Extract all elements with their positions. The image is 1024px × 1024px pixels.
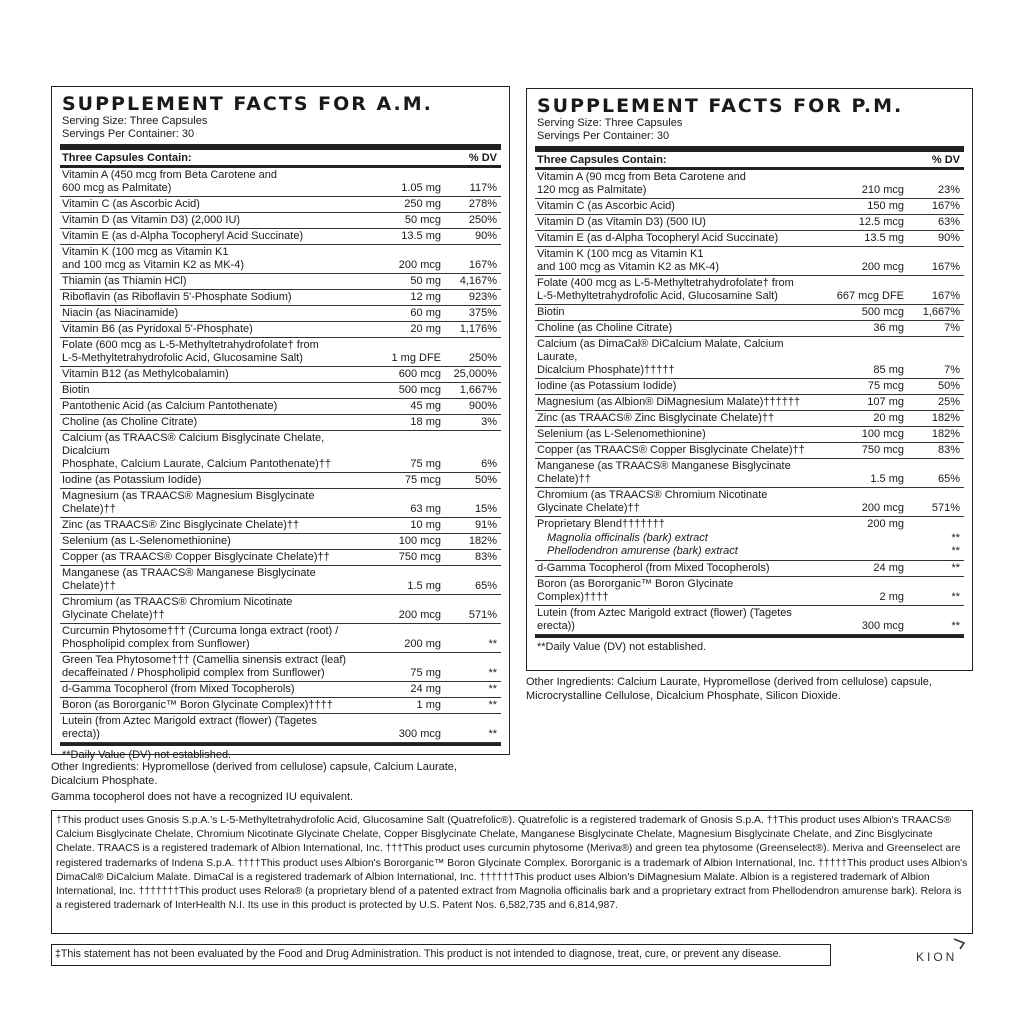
supplement-facts-pm [526,88,973,671]
am-nutrient-row [60,624,501,653]
nutrient-name: Vitamin E (as d-Alpha Tocopheryl Acid Succinate) [537,232,779,244]
pm-nutrient-row [535,170,964,199]
nutrient-name: Vitamin A (90 mcg from Beta Carotene and 120 mcg as Palmitate) [537,171,746,196]
am-dv-note: **Daily Value (DV) not established. [62,749,232,761]
nutrient-name: Copper (as TRAACS® Copper Bisglycinate Chelate)†† [62,551,330,563]
pm-nutrient-row [535,427,964,443]
nutrient-name: Lutein (from Aztec Marigold extract (flower) (Tagetes erecta)) [62,715,317,740]
nutrient-dv: 1,176% [459,323,497,335]
pm-blend-amount: 200 mg [867,518,904,530]
pm-nutrient-row [535,577,964,606]
nutrient-name: Choline (as Choline Citrate) [62,416,198,428]
nutrient-amount: 50 mg [410,275,441,287]
nutrient-amount: 13.5 mg [401,230,441,242]
pm-nutrient-row [535,199,964,215]
nutrient-name: Vitamin D (as Vitamin D3) (500 IU) [537,216,706,228]
nutrient-dv: 117% [469,182,497,194]
nutrient-name: Iodine (as Potassium Iodide) [62,474,202,486]
pm-nutrient-row [535,231,964,247]
nutrient-name: Vitamin B12 (as Methylcobalamin) [62,368,229,380]
nutrient-dv: ** [488,683,497,695]
nutrient-name: Vitamin A (450 mcg from Beta Carotene and 600 mcg as Palmitate) [62,169,278,194]
nutrient-dv: ** [488,667,497,679]
nutrient-name: Manganese (as TRAACS® Manganese Bisglycinate Chelate)†† [537,460,791,485]
nutrient-name: d-Gamma Tocopherol (from Mixed Tocopherols) [537,562,770,574]
am-nutrient-row [60,322,501,338]
nutrient-amount: 250 mg [404,198,441,210]
nutrient-name: Riboflavin (as Riboflavin 5'-Phosphate Sodium) [62,291,292,303]
nutrient-amount: 13.5 mg [864,232,904,244]
nutrient-name: Manganese (as TRAACS® Manganese Bisglycinate Chelate)†† [62,567,316,592]
nutrient-name: Vitamin E (as d-Alpha Tocopheryl Acid Succinate) [62,230,304,242]
nutrient-amount: 1 mg DFE [391,352,441,364]
am-nutrient-row [60,229,501,245]
pm-servings-per-container: Servings Per Container: 30 [537,130,670,142]
nutrient-name: Biotin [537,306,565,318]
nutrient-amount: 1 mg [416,699,441,711]
nutrient-dv: 83% [474,551,497,563]
am-nutrient-row [60,714,501,743]
am-nutrient-row [60,383,501,399]
nutrient-amount: 200 mcg [861,261,904,273]
nutrient-name: Pantothenic Acid (as Calcium Pantothenate) [62,400,278,412]
nutrient-dv: 15% [474,503,497,515]
nutrient-dv: ** [488,728,497,740]
nutrient-dv: 23% [937,184,960,196]
nutrient-amount: 750 mcg [861,444,904,456]
nutrient-name: Curcumin Phytosome††† (Curcuma longa extract (root) / Phospholipid complex from Sunflower) [62,625,339,650]
am-nutrient-row [60,566,501,595]
nutrient-dv: 900% [468,400,497,412]
nutrient-dv: 1,667% [922,306,960,318]
nutrient-name: Zinc (as TRAACS® Zinc Bisglycinate Chelate)†† [537,412,775,424]
brand-logo-icon [952,937,966,951]
am-nutrient-row [60,489,501,518]
pm-blend-item-dv: ** [951,532,960,544]
pm-nutrient-row [535,321,964,337]
nutrient-name: Vitamin C (as Ascorbic Acid) [62,198,200,210]
am-nutrient-row [60,338,501,367]
nutrient-amount: 107 mg [867,396,904,408]
pm-blend-item [535,532,964,545]
nutrient-amount: 750 mcg [398,551,441,563]
am-contain-label: Three Capsules Contain: [62,151,192,164]
nutrient-name: Iodine (as Potassium Iodide) [537,380,677,392]
nutrient-dv: 3% [481,416,497,428]
nutrient-dv: 7% [944,322,960,334]
nutrient-dv: 182% [931,412,960,424]
pm-blend-row [535,517,964,532]
nutrient-dv: ** [488,699,497,711]
nutrient-amount: 200 mg [404,638,441,650]
nutrient-amount: 63 mg [410,503,441,515]
nutrient-amount: 75 mcg [867,380,904,392]
am-nutrient-row [60,682,501,698]
nutrient-dv: ** [951,620,960,632]
pm-nutrient-row [535,411,964,427]
nutrient-dv: ** [951,591,960,603]
nutrient-amount: 300 mcg [398,728,441,740]
nutrient-amount: 500 mcg [398,384,441,396]
nutrient-name: Selenium (as L-Selenomethionine) [537,428,706,440]
nutrient-amount: 60 mg [410,307,441,319]
nutrient-dv: 90% [474,230,497,242]
pm-blend-item-dv: ** [951,545,960,557]
nutrient-name: Folate (600 mcg as L-5-Methyltetrahydrofolate† from L-5-Methyltetrahydrofolic Acid, Glucosamine Salt) [62,339,319,364]
nutrient-dv: 50% [474,474,497,486]
brand-name: KION [916,950,958,964]
nutrient-dv: 65% [937,473,960,485]
am-nutrient-row [60,518,501,534]
nutrient-amount: 500 mcg [861,306,904,318]
nutrient-name: Calcium (as DimaCal® DiCalcium Malate, Calcium Laurate, Dicalcium Phosphate)††††† [537,338,784,376]
nutrient-amount: 2 mg [879,591,904,603]
nutrient-dv: 1,667% [459,384,497,396]
pm-nutrient-row [535,379,964,395]
nutrient-dv: 91% [474,519,497,531]
nutrient-name: Selenium (as L-Selenomethionine) [62,535,231,547]
nutrient-amount: 200 mcg [398,259,441,271]
am-nutrient-list [60,168,501,743]
nutrient-amount: 100 mcg [861,428,904,440]
nutrient-dv: 25% [937,396,960,408]
nutrient-name: Chromium (as TRAACS® Chromium Nicotinate Glycinate Chelate)†† [537,489,768,514]
am-nutrient-row [60,415,501,431]
am-serving-size: Serving Size: Three Capsules [62,115,208,127]
nutrient-amount: 50 mcg [404,214,441,226]
pm-dv-note: **Daily Value (DV) not established. [537,641,707,653]
pm-contain-header [535,152,964,170]
nutrient-dv: 4,167% [459,275,497,287]
nutrient-dv: 7% [944,364,960,376]
pm-nutrient-row [535,395,964,411]
nutrient-dv: 571% [468,609,497,621]
pm-nutrient-list [535,170,964,517]
pm-nutrient-row [535,337,964,379]
nutrient-dv: 923% [468,291,497,303]
nutrient-amount: 75 mg [410,458,441,470]
nutrient-name: Vitamin B6 (as Pyridoxal 5'-Phosphate) [62,323,253,335]
nutrient-amount: 24 mg [410,683,441,695]
fda-disclaimer: ‡This statement has not been evaluated by the Food and Drug Administration. This product is not intended to diagnose, treat, cure, or prevent any disease. [51,944,831,966]
pm-dv-header: % DV [931,153,960,166]
am-nutrient-row [60,431,501,473]
pm-nutrient-row [535,488,964,517]
nutrient-amount: 210 mcg [861,184,904,196]
nutrient-name: Vitamin K (100 mcg as Vitamin K1 and 100 mcg as Vitamin K2 as MK-4) [537,248,719,273]
nutrient-amount: 85 mg [873,364,904,376]
nutrient-amount: 200 mcg [861,502,904,514]
am-nutrient-row [60,653,501,682]
nutrient-name: Boron (as Bororganic™ Boron Glycinate Complex)†††† [62,699,333,711]
pm-other-ingredients: Other Ingredients: Calcium Laurate, Hypromellose (derived from cellulose) capsule, Microcrystalline Cellulose, Dicalcium Phosphate, Silicon Dioxide. [526,676,932,702]
nutrient-name: Folate (400 mcg as L-5-Methyltetrahydrofolate† from L-5-Methyltetrahydrofolic Acid, Glucosamine Salt) [537,277,794,302]
nutrient-amount: 1.05 mg [401,182,441,194]
nutrient-amount: 667 mcg DFE [836,290,904,302]
nutrient-name: Choline (as Choline Citrate) [537,322,673,334]
nutrient-name: Boron (as Bororganic™ Boron Glycinate Complex)†††† [537,578,734,603]
pm-nutrient-list-after [535,561,964,635]
nutrient-name: Copper (as TRAACS® Copper Bisglycinate Chelate)†† [537,444,805,456]
nutrient-dv: 6% [481,458,497,470]
nutrient-name: Vitamin K (100 mcg as Vitamin K1 and 100 mcg as Vitamin K2 as MK-4) [62,246,244,271]
pm-nutrient-row [535,459,964,488]
am-nutrient-row [60,168,501,197]
pm-nutrient-row [535,561,964,577]
nutrient-name: Zinc (as TRAACS® Zinc Bisglycinate Chelate)†† [62,519,300,531]
am-nutrient-row [60,473,501,489]
nutrient-amount: 200 mcg [398,609,441,621]
nutrient-dv: 167% [931,261,960,273]
nutrient-name: Chromium (as TRAACS® Chromium Nicotinate Glycinate Chelate)†† [62,596,293,621]
am-other-ingredients: Other Ingredients: Hypromellose (derived from cellulose) capsule, Calcium Laurate, Dicalcium Phosphate. [51,761,457,787]
nutrient-dv: 375% [468,307,497,319]
nutrient-name: Vitamin C (as Ascorbic Acid) [537,200,675,212]
am-servings-per-container: Servings Per Container: 30 [62,128,195,140]
nutrient-name: Thiamin (as Thiamin HCl) [62,275,187,287]
nutrient-dv: 571% [931,502,960,514]
am-nutrient-row [60,245,501,274]
nutrient-dv: 167% [931,200,960,212]
nutrient-dv: ** [488,638,497,650]
nutrient-dv: 63% [937,216,960,228]
nutrient-amount: 75 mg [410,667,441,679]
pm-nutrient-row [535,443,964,459]
am-dv-header: % DV [468,151,497,164]
nutrient-amount: 75 mcg [404,474,441,486]
nutrient-dv: 83% [937,444,960,456]
am-nutrient-row [60,534,501,550]
nutrient-amount: 36 mg [873,322,904,334]
nutrient-amount: 150 mg [867,200,904,212]
trademark-footnotes: †This product uses Gnosis S.p.A.'s L-5-Methyltetrahydrofolic Acid, Glucosamine Salt (Quatrefolic®). Quatrefolic is a registered trademark of Gnosis S.p.A. ††This product uses Albion's TRAACS® Calcium Bisglycinate Chelate, Chromium Nicotinate Glycinate Chelate, Copper Bisglycinate Chelate, Manganese Bisglycinate Chelate, Magnesium Bisglycinate Chelate, and Zinc Bisglycinate Chelate. TRAACS is a registered trademark of Albion International, Inc. †††This product uses curcumin phytosome (Meriva®) and green tea phytosome (Greenselect®). Meriva and Greenselect are registered trademarks of Indena S.p.A. ††††This product uses Albion's Bororganic™ Boron Glycinate Complex. Bororganic is a trademark of Albion International, Inc. †††††This product uses Albion's DimaCal® DiCalcium Malate. DimaCal is a registered trademark of Albion International, Inc. ††††††This product uses Albion's DiMagnesium Malate. Albion is a registered trademark of Albion International, Inc. †††††††This product uses Relora® (a proprietary blend of a patented extract from Magnolia officinalis bark and a proprietary extract from Phellodendron amurense bark). Relora is a registered trademark of InterHealth N.I. Its use in this product is protected by U.S. Patent Nos. 6,582,735 and 6,814,987. [51,810,973,934]
nutrient-amount: 600 mcg [398,368,441,380]
nutrient-name: Biotin [62,384,90,396]
pm-nutrient-row [535,247,964,276]
nutrient-dv: 182% [468,535,497,547]
nutrient-dv: 167% [931,290,960,302]
nutrient-amount: 12 mg [410,291,441,303]
nutrient-amount: 20 mg [873,412,904,424]
nutrient-dv: 65% [474,580,497,592]
nutrient-name: Magnesium (as TRAACS® Magnesium Bisglycinate Chelate)†† [62,490,315,515]
am-contain-header [60,150,501,168]
am-nutrient-row [60,306,501,322]
am-nutrient-row [60,550,501,566]
nutrient-name: Lutein (from Aztec Marigold extract (flower) (Tagetes erecta)) [537,607,792,632]
nutrient-dv: ** [951,562,960,574]
nutrient-amount: 1.5 mg [407,580,441,592]
nutrient-dv: 25,000% [453,368,497,380]
am-gamma-note: Gamma tocopherol does not have a recognized IU equivalent. [51,791,354,803]
nutrient-dv: 250% [468,352,497,364]
pm-nutrient-row [535,215,964,231]
pm-nutrient-row [535,276,964,305]
am-nutrient-row [60,595,501,624]
pm-blend-item [535,545,964,561]
nutrient-dv: 90% [937,232,960,244]
nutrient-amount: 10 mg [410,519,441,531]
pm-nutrient-row [535,606,964,635]
nutrient-name: d-Gamma Tocopherol (from Mixed Tocopherols) [62,683,295,695]
am-nutrient-row [60,367,501,383]
nutrient-name: Calcium (as TRAACS® Calcium Bisglycinate Chelate, Dicalcium Phosphate, Calcium Laurate, Calcium Pantothenate)†† [62,432,332,470]
nutrient-name: Niacin (as Niacinamide) [62,307,179,319]
nutrient-name: Magnesium (as Albion® DiMagnesium Malate)†††††† [537,396,801,408]
am-nutrient-row [60,290,501,306]
am-nutrient-row [60,274,501,290]
am-nutrient-row [60,197,501,213]
supplement-facts-am [51,86,510,761]
pm-blend-item-name: Phellodendron amurense (bark) extract [547,545,738,557]
nutrient-amount: 100 mcg [398,535,441,547]
nutrient-amount: 20 mg [410,323,441,335]
am-nutrient-row [60,399,501,415]
nutrient-amount: 24 mg [873,562,904,574]
pm-blend-name: Proprietary Blend††††††† [537,518,665,530]
nutrient-amount: 45 mg [410,400,441,412]
nutrient-name: Green Tea Phytosome††† (Camellia sinensis extract (leaf) decaffeinated / Phospholipid complex from Sunflower) [62,654,347,679]
nutrient-amount: 300 mcg [861,620,904,632]
nutrient-dv: 167% [468,259,497,271]
nutrient-amount: 1.5 mg [870,473,904,485]
nutrient-dv: 250% [468,214,497,226]
pm-serving-size: Serving Size: Three Capsules [537,117,683,129]
am-title: SUPPLEMENT FACTS FOR A.M. [62,93,433,115]
nutrient-dv: 182% [931,428,960,440]
am-nutrient-row [60,698,501,714]
pm-nutrient-row [535,305,964,321]
nutrient-dv: 50% [937,380,960,392]
am-nutrient-row [60,213,501,229]
nutrient-name: Vitamin D (as Vitamin D3) (2,000 IU) [62,214,241,226]
pm-blend-item-name: Magnolia officinalis (bark) extract [547,532,708,544]
pm-title: SUPPLEMENT FACTS FOR P.M. [537,95,904,117]
nutrient-amount: 18 mg [410,416,441,428]
nutrient-amount: 12.5 mcg [858,216,904,228]
nutrient-dv: 278% [468,198,497,210]
pm-contain-label: Three Capsules Contain: [537,153,667,166]
